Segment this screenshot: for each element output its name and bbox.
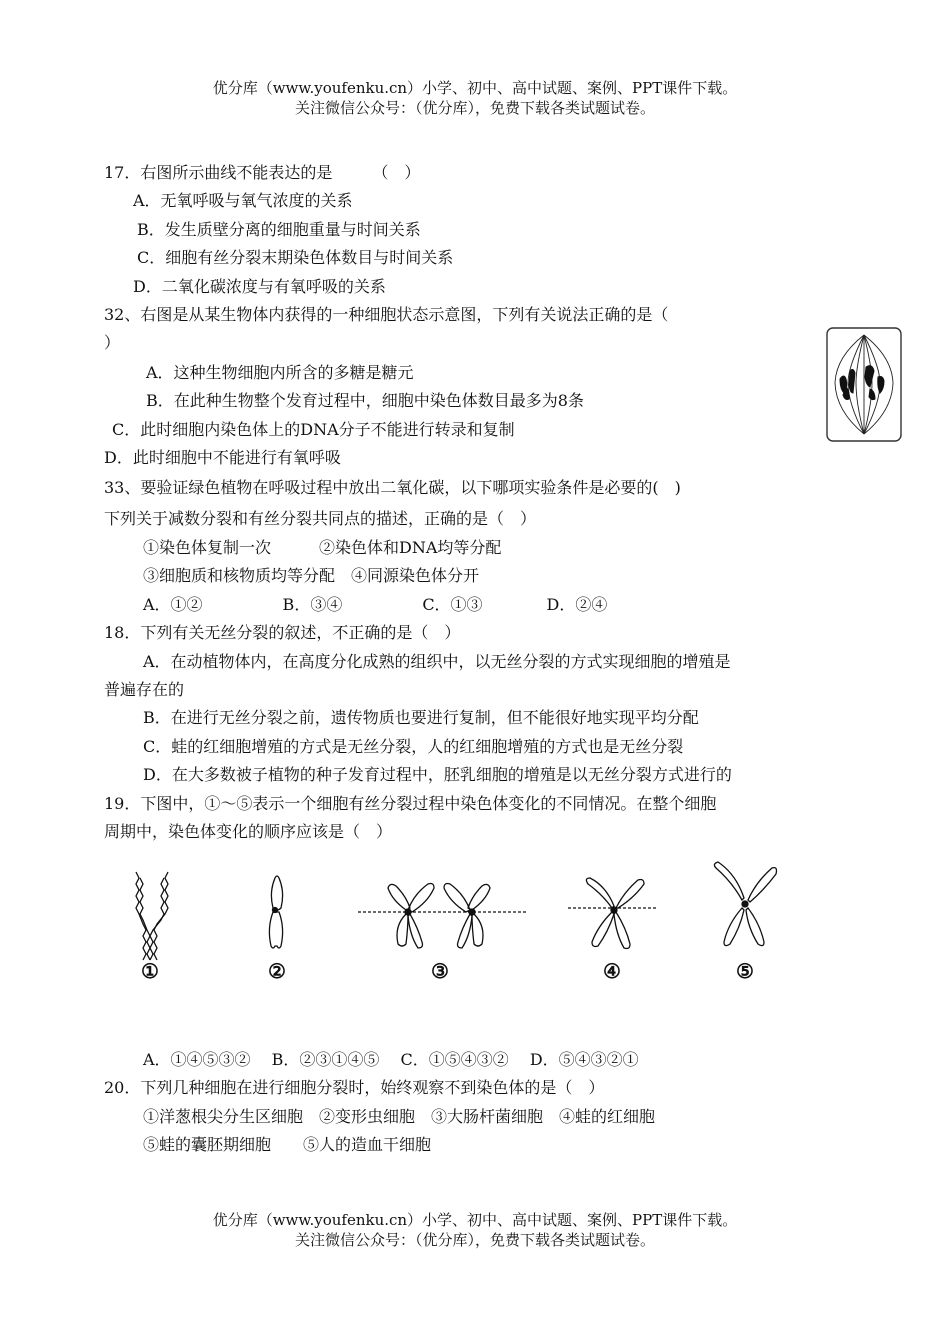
q32-stem-line1: 32、右图是从某生物体内获得的一种细胞状态示意图，下列有关说法正确的是（ [104, 305, 669, 324]
chromosome-figure-4 [568, 878, 658, 949]
chromosome-figure-2 [269, 876, 282, 948]
qx-stem: 下列关于减数分裂和有丝分裂共同点的描述，正确的是（ ） [104, 509, 537, 528]
q18-option-d: D．在大多数被子植物的种子发育过程中，胚乳细胞的增殖是以无丝分裂方式进行的 [143, 765, 732, 784]
q17-option-c: C．细胞有丝分裂末期染色体数目与时间关系 [137, 248, 454, 267]
q33-stem: 33、要验证绿色植物在呼吸过程中放出二氧化碳，以下哪项实验条件是必要的( ) [104, 478, 681, 497]
q20-stem: 20．下列几种细胞在进行细胞分裂时，始终观察不到染色体的是（ ） [104, 1078, 605, 1097]
q18-option-c: C．蛙的红细胞增殖的方式是无丝分裂，人的红细胞增殖的方式也是无丝分裂 [143, 737, 684, 756]
q17-stem: 17．右图所示曲线不能表达的是 （ ） [104, 163, 421, 182]
q17-option-b: B．发生质壁分离的细胞重量与时间关系 [137, 220, 421, 239]
q32-option-d: D．此时细胞中不能进行有氧呼吸 [104, 448, 341, 467]
diagram-label-2: ② [268, 959, 286, 983]
qx-choices: A．①② B．③④ C．①③ D．②④ [143, 595, 608, 614]
page-footer [0, 1210, 950, 1250]
q17-option-a: A．无氧呼吸与氧气浓度的关系 [133, 191, 353, 210]
q20-options-line2: ⑤蛙的囊胚期细胞 ⑤人的造血干细胞 [143, 1135, 432, 1154]
cell-division-diagram [826, 327, 902, 443]
footer-line-1: 优分库（www.youfenku.cn）小学、初中、高中试题、案例、PPT课件下载。 [212, 1211, 738, 1229]
header-line-1: 优分库（www.youfenku.cn）小学、初中、高中试题、案例、PPT课件下载。 [212, 79, 738, 97]
qx-options-line1: ①染色体复制一次 ②染色体和DNA均等分配 [143, 538, 502, 557]
q19-choices: A．①④⑤③② B．②③①④⑤ C．①⑤④③② D．⑤④③②① [143, 1050, 639, 1069]
chromosome-figure-5 [714, 862, 776, 946]
q19-stem-line1: 19．下图中，①～⑤表示一个细胞有丝分裂过程中染色体变化的不同情况。在整个细胞 [104, 794, 717, 813]
qx-options-line2: ③细胞质和核物质均等分配 ④同源染色体分开 [143, 566, 480, 585]
q20-options-line1: ①洋葱根尖分生区细胞 ②变形虫细胞 ③大肠杆菌细胞 ④蛙的红细胞 [143, 1107, 656, 1126]
diagram-label-1: ① [141, 959, 159, 983]
header-line-2: 关注微信公众号：（优分库），免费下载各类试题试卷。 [294, 99, 655, 117]
q32-stem-line2: ） [104, 333, 121, 352]
diagram-label-5: ⑤ [736, 959, 754, 983]
q18-option-a-line1: A．在动植物体内，在高度分化成熟的组织中，以无丝分裂的方式实现细胞的增殖是 [143, 652, 731, 671]
chromosome-diagrams [118, 860, 798, 990]
q32-option-c: C．此时细胞内染色体上的DNA分子不能进行转录和复制 [112, 420, 515, 439]
page-header [0, 78, 950, 118]
footer-line-2: 关注微信公众号：（优分库），免费下载各类试题试卷。 [294, 1231, 655, 1249]
q18-stem: 18．下列有关无丝分裂的叙述，不正确的是（ ） [104, 623, 461, 642]
chromosome-figure-3 [358, 884, 528, 949]
diagram-label-4: ④ [603, 959, 621, 983]
q32-option-b: B．在此种生物整个发育过程中，细胞中染色体数目最多为8条 [146, 391, 584, 410]
q32-option-a: A．这种生物细胞内所含的多糖是糖元 [146, 363, 414, 382]
diagram-label-3: ③ [431, 959, 449, 983]
q19-stem-line2: 周期中，染色体变化的顺序应该是（ ） [104, 822, 393, 841]
q18-option-b: B．在进行无丝分裂之前，遗传物质也要进行复制，但不能很好地实现平均分配 [143, 708, 699, 727]
chromosome-figure-1 [136, 872, 168, 960]
q17-option-d: D．二氧化碳浓度与有氧呼吸的关系 [133, 277, 386, 296]
q18-option-a-line2: 普遍存在的 [104, 680, 185, 699]
